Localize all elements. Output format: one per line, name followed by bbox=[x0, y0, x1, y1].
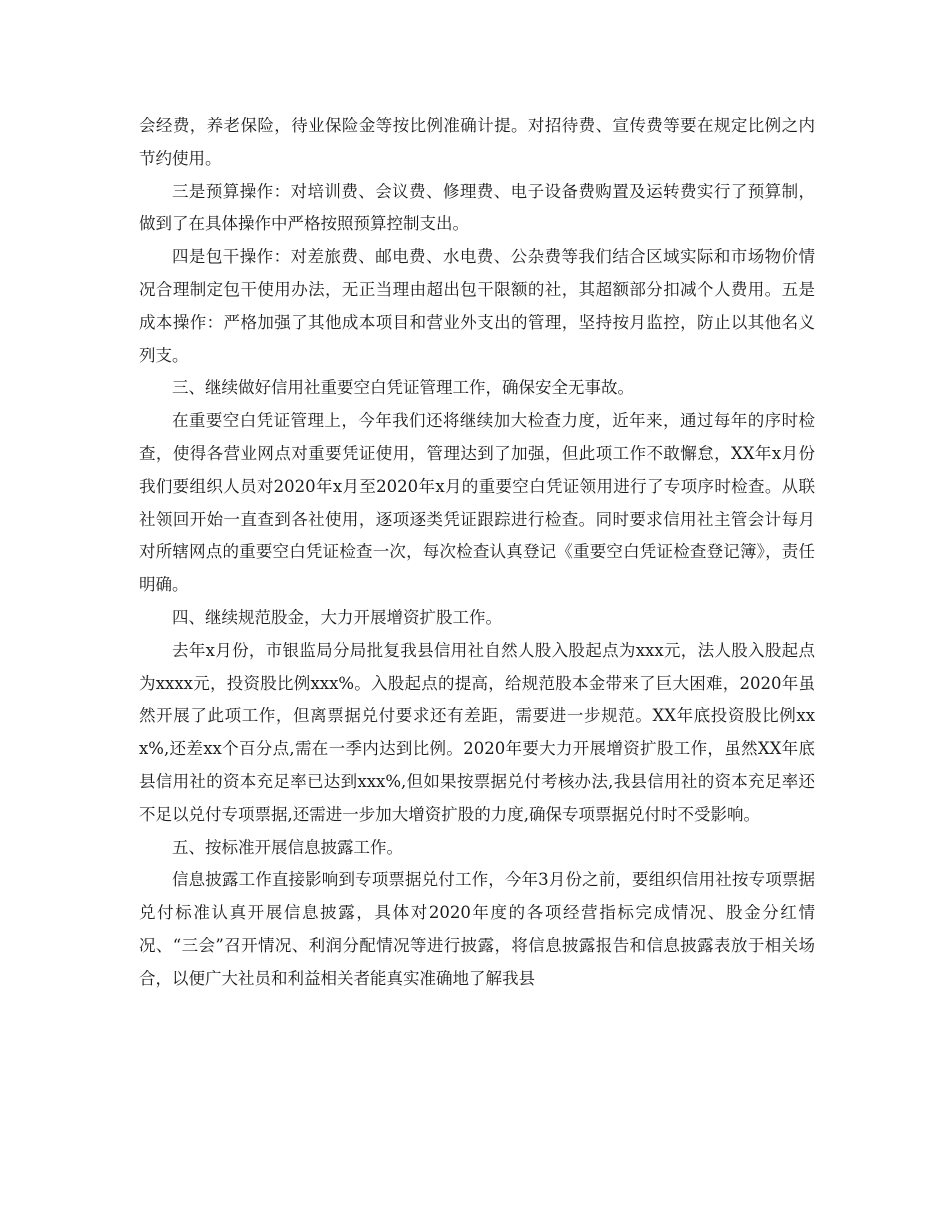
paragraph-5: 在重要空白凭证管理上，今年我们还将继续加大检查力度，近年来，通过每年的序时检查，使得各营业网点对重要凭证使用，管理达到了加强，但此项工作不敢懈怠，XX年x月份我们要组织人员对2020年x月至2020年x月的重要空白凭证领用进行了专项序时检查。从联社领回开始一直查到各社使用，逐项逐类凭证跟踪进行检查。同时要求信用社主管会计每月对所辖网点的重要空白凭证检查一次，每次检查认真登记《重要空白凭证检查登记簿》，责任明确。 bbox=[139, 411, 815, 595]
paragraph-9: 信息披露工作直接影响到专项票据兑付工作，今年3月份之前，要组织信用社按专项票据兑付标准认真开展信息披露，具体对2020年度的各项经营指标完成情况、股金分红情况、“三会”召开情况、利润分配情况等进行披露，将信息披露报告和信息披露表放于相关场合，以便广大社员和利益相关者能真实准确地了解我县 bbox=[139, 870, 815, 988]
paragraph-7: 去年x月份，市银监局分局批复我县信用社自然人股入股起点为xxx元，法人股入股起点为xxxx元，投资股比例xxx%。入股起点的提高，给规范股本金带来了巨大困难，2020年虽然开展了此项工作，但离票据兑付要求还有差距，需要进一步规范。XX年底投资股比例xxx%,还差xx个百分点,需在一季内达到比例。2020年要大力开展增资扩股工作，虽然XX年底县信用社的资本充足率已达到xxx%,但如果按票据兑付考核办法,我县信用社的资本充足率还不足以兑付专项票据,还需进一步加大增资扩股的力度,确保专项票据兑付时不受影响。 bbox=[139, 640, 815, 824]
paragraph-2: 三是预算操作：对培训费、会议费、修理费、电子设备费购置及运转费实行了预算制，做到了在具体操作中严格按照预算控制支出。 bbox=[139, 181, 815, 234]
section-heading-3: 三、继续做好信用社重要空白凭证管理工作，确保安全无事故。 bbox=[172, 378, 634, 398]
paragraph-3: 四是包干操作：对差旅费、邮电费、水电费、公杂费等我们结合区域实际和市场物价情况合理制定包干使用办法，无正当理由超出包干限额的社，其超额部分扣减个人费用。五是成本操作：严格加强了其他成本项目和营业外支出的管理，坚持按月监控，防止以其他名义列支。 bbox=[139, 247, 815, 365]
section-heading-4: 四、继续规范股金，大力开展增资扩股工作。 bbox=[172, 607, 502, 627]
section-heading-5: 五、按标准开展信息披露工作。 bbox=[172, 837, 403, 857]
document-body bbox=[139, 110, 815, 996]
paragraph-1: 会经费，养老保险，待业保险金等按比例准确计提。对招待费、宣传费等要在规定比例之内节约使用。 bbox=[139, 116, 815, 168]
